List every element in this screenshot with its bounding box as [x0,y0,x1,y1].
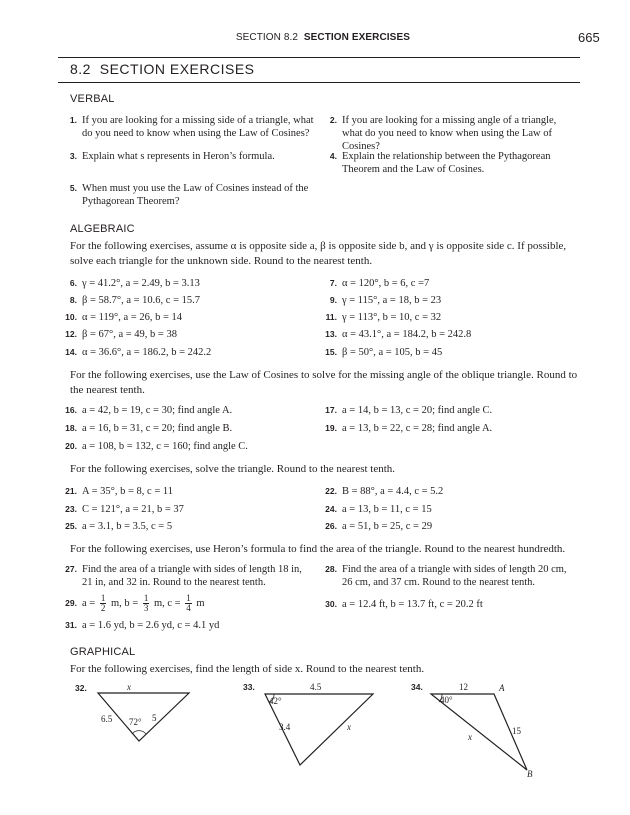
exercise-28: 28. Find the area of a triangle with sides of length 20 cm, 26 cm, and 37 cm. Round to the nearest tenth. [325,564,567,588]
section-label: SECTION EXERCISES [303,32,410,43]
side-label-right-33: x [347,722,351,732]
exercise-19: 19. a = 13, b = 22, c = 28; find angle A. [325,423,493,434]
exercise-2: 2. If you are looking for a missing angle of a triangle, what do you need to know when using the Law of Cosines? [318,114,580,153]
algebraic-intro-3: For the following exercises, solve the triangle. Round to the nearest tenth. [70,463,396,475]
figure-label-33: 33. [243,682,255,692]
exercise-13: 13. α = 43.1°, a = 184.2, b = 242.8 [325,329,472,340]
exercise-16: 16. a = 42, b = 19, c = 30; find angle A. [65,405,233,416]
side-label-right-32: 5 [152,713,157,723]
exercise-31: 31. a = 1.6 yd, b = 2.6 yd, c = 4.1 yd [65,620,220,631]
exercise-30: 30. a = 12.4 ft, b = 13.7 ft, c = 20.2 ft [325,599,483,610]
exercise-4: 4. Explain the relationship between the Pythagorean Theorem and the Law of Cosines. [318,150,580,176]
exercise-27: 27. Find the area of a triangle with sides of length 18 in, 21 in, and 32 in. Round to the nearest tenth. [65,564,302,588]
exercise-7: 7. α = 120°, b = 6, c =7 [329,278,430,289]
side-label-top-33: 4.5 [310,682,322,692]
side-label-hyp-34: x [468,732,472,742]
fraction-a: $\frac{1}{2}$ [100,593,106,613]
exercise-22: 22. B = 88°, a = 4.4, c = 5.2 [325,486,444,497]
graphical-heading: GRAPHICAL [70,646,136,658]
exercise-15: 15. β = 50°, a = 105, b = 45 [325,347,443,358]
exercise-6: 6. γ = 41.2°, a = 2.49, b = 3.13 [69,278,200,289]
figure-label-32: 32. [75,683,87,693]
exercise-3: 3. Explain what s represents in Heron’s formula. [58,150,323,163]
exercise-1: 1. If you are looking for a missing side of a triangle, what do you need to know when using the Law of Cosines? [58,114,323,140]
side-label-left-33: 3.4 [279,722,291,732]
exercise-29: 29. a = $\frac{1}{2}$ m, b = $\frac{1}{3}$ m, c = $\frac{1}{4}$ m [65,593,205,613]
exercise-text: If you are looking for a missing side of a triangle, what do you need to know when using the Law of Cosines? [82,115,314,139]
exercise-text: Explain the relationship between the Pythagorean Theorem and the Law of Cosines. [342,151,551,175]
side-label-top-32: x [127,682,131,692]
exercise-8: 8. β = 58.7°, a = 10.6, c = 15.7 [69,295,201,306]
section-prefix: SECTION 8.2 [235,32,299,43]
exercise-10: 10. α = 119°, a = 26, b = 14 [65,312,182,323]
algebraic-intro-4: For the following exercises, use Heron’s formula to find the area of the triangle. Round to the nearest hundredth. [70,543,566,555]
algebraic-intro-2: For the following exercises, use the Law of Cosines to solve for the missing angle of the oblique triangle. Round to the nearest tenth. [70,369,578,396]
side-label-right-34: 15 [512,726,521,736]
exercise-26: 26. a = 51, b = 25, c = 29 [325,521,433,532]
side-label-left-32: 6.5 [101,714,113,724]
exercise-18: 18. a = 16, b = 31, c = 20; find angle B. [65,423,233,434]
exercise-21: 21. A = 35°, b = 8, c = 11 [65,486,173,497]
angle-label-33: 42° [269,696,282,706]
exercise-20: 20. a = 108, b = 132, c = 160; find angle C. [65,441,248,452]
exercise-text: If you are looking for a missing angle of a triangle, what do you need to know when using the Law of Cosines? [342,115,557,152]
angle-label-32: 72° [129,717,142,727]
figure-label-34: 34. [411,682,423,692]
exercise-24: 24. a = 13, b = 11, c = 15 [325,504,432,515]
exercise-9: 9. γ = 115°, a = 18, b = 23 [329,295,442,306]
vertex-label-b-34: B [527,769,533,779]
verbal-heading: VERBAL [70,93,115,105]
fraction-b: $\frac{1}{3}$ [143,593,149,613]
exercise-23: 23. C = 121°, a = 21, b = 37 [65,504,184,515]
angle-label-34: 40° [440,695,453,705]
algebraic-intro-1: For the following exercises, assume α is opposite side a, β is opposite side b, and γ is opposite side c. If possible, solve each triangle for the unknown side. Round to the nearest tenth. [70,240,567,267]
page-number: 665 [578,30,600,45]
fraction-c: $\frac{1}{4}$ [186,593,191,613]
exercise-17: 17. a = 14, b = 13, c = 20; find angle C. [325,405,493,416]
exercise-5: 5. When must you use the Law of Cosines instead of the Pythagorean Theorem? [58,182,323,208]
exercise-text: Explain what s represents in Heron’s formula. [82,151,275,162]
graphical-intro: For the following exercises, find the length of side x. Round to the nearest tenth. [70,663,425,675]
exercise-11: 11. γ = 113°, b = 10, c = 32 [325,312,442,323]
vertex-label-a-34: A [499,683,505,693]
exercise-25: 25. a = 3.1, b = 3.5, c = 5 [65,521,173,532]
side-label-top-34: 12 [459,682,468,692]
exercise-12: 12. β = 67°, a = 49, b = 38 [65,329,177,340]
algebraic-heading: ALGEBRAIC [70,223,135,235]
page-title: 8.2 SECTION EXERCISES [70,61,255,77]
exercise-text: When must you use the Law of Cosines instead of the Pythagorean Theorem? [82,183,309,207]
exercise-14: 14. α = 36.6°, a = 186.2, b = 242.2 [65,347,212,358]
